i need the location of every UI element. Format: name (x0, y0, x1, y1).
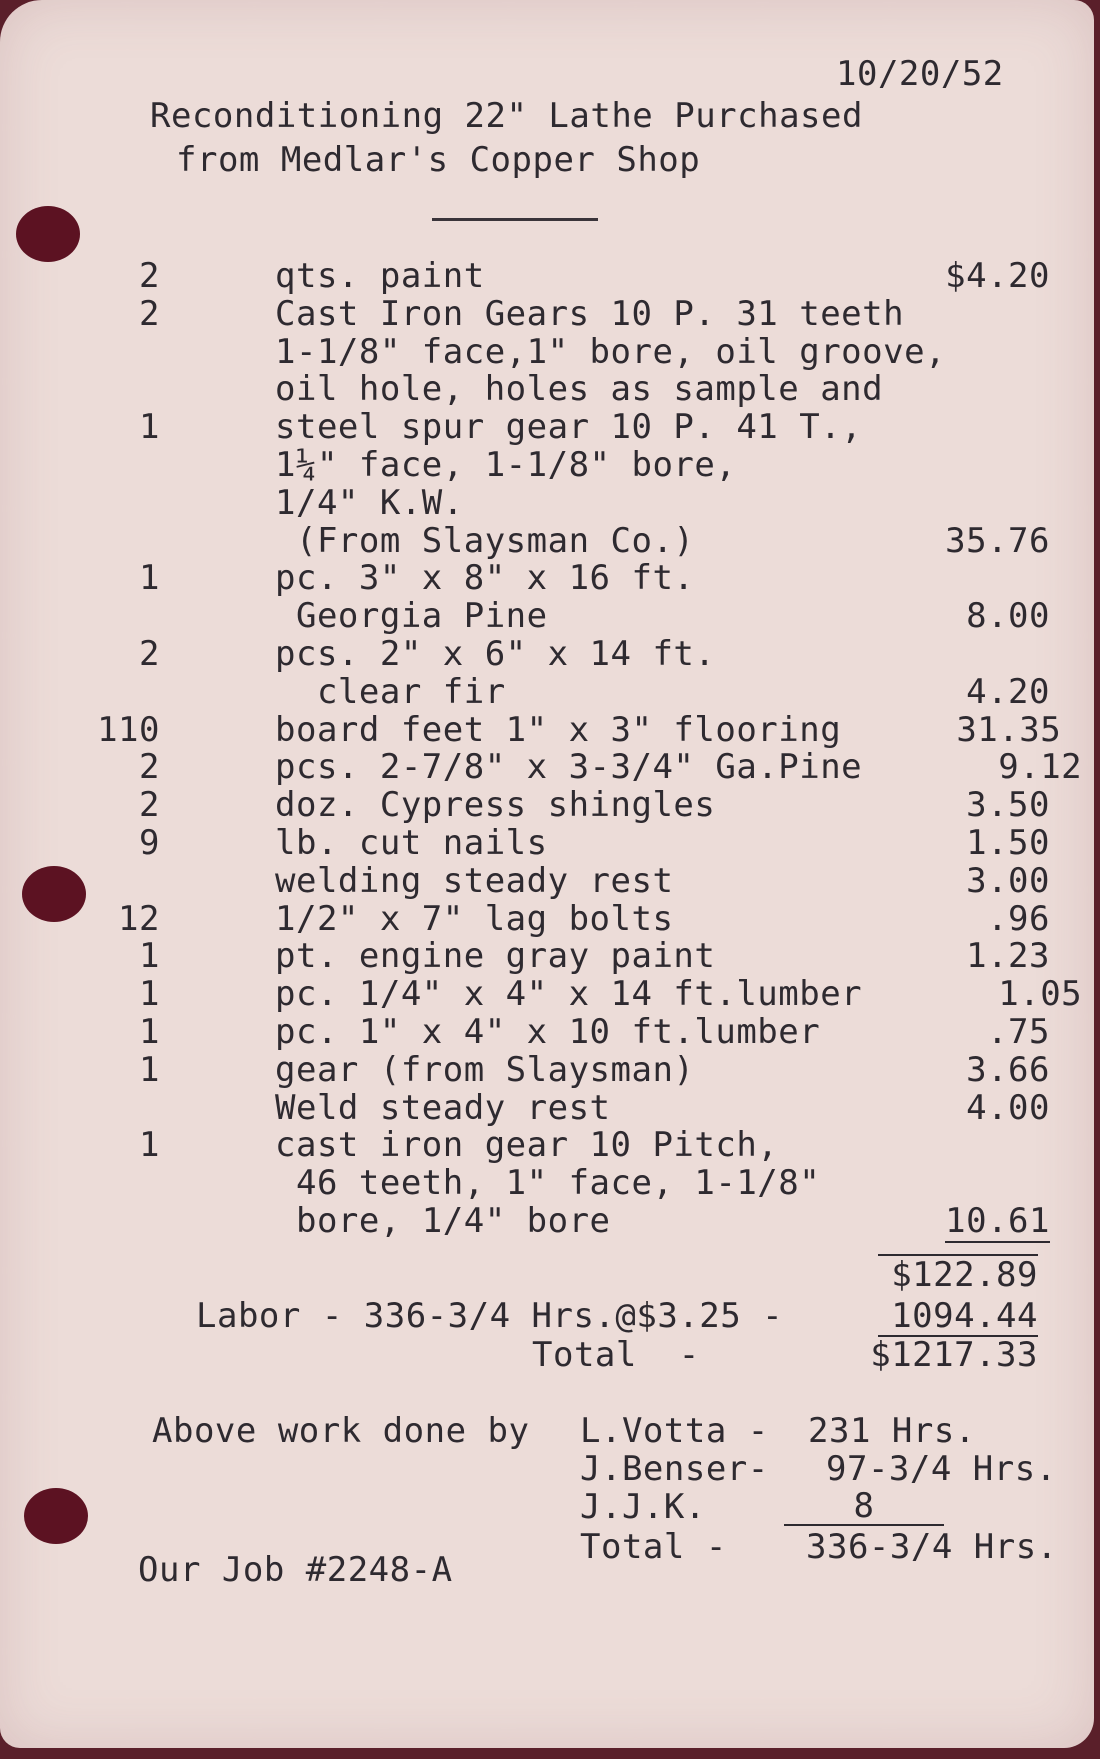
item-qty: 9 (139, 822, 160, 863)
document-date: 10/20/52 (836, 54, 1004, 94)
worker-hours: 97-3/4 Hrs. (826, 1449, 1057, 1489)
item-desc: bore, 1/4" bore (275, 1200, 611, 1241)
item-desc: pc. 3" x 8" x 16 ft. (275, 558, 695, 599)
item-amount: 3.50 (966, 785, 1050, 826)
item-qty: 2 (139, 293, 160, 334)
labor-amount: 1094.44 (878, 1297, 1038, 1337)
item-qty: 12 (118, 898, 160, 939)
item-amount: .75 (987, 1011, 1050, 1052)
item-desc: qts. paint (275, 256, 485, 296)
item-desc: 1/2" x 7" lag bolts (275, 898, 674, 939)
total-label: Total - (532, 1335, 700, 1375)
item-qty: 2 (139, 785, 160, 826)
item-row (60, 1049, 1050, 1090)
item-row (60, 747, 1083, 788)
item-qty: 1 (139, 936, 160, 977)
item-row (60, 822, 1050, 863)
item-row (60, 860, 1050, 901)
item-amount: 1.23 (966, 936, 1050, 977)
item-amount: 1.50 (966, 822, 1050, 863)
item-row (60, 331, 1050, 372)
item-desc: Georgia Pine (275, 596, 548, 637)
labor-label: Labor - 336-3/4 Hrs.@$3.25 - (196, 1296, 784, 1336)
item-row (60, 633, 1050, 674)
item-row (60, 560, 1050, 598)
item-row (60, 1165, 1050, 1203)
item-amount: 8.00 (966, 596, 1050, 637)
workers-total-label: Total - (580, 1527, 727, 1567)
item-row (60, 709, 1062, 750)
item-desc: welding steady rest (275, 860, 674, 901)
last-item-amount: 10.61 (945, 1200, 1050, 1241)
item-amount: .96 (987, 898, 1050, 939)
item-amount (830, 1200, 1050, 1241)
item-amount: 9.12 (998, 747, 1083, 788)
item-row (60, 1127, 1050, 1165)
item-list (60, 256, 1083, 1241)
item-desc: pcs. 2-7/8" x 3-3/4" Ga.Pine (275, 747, 863, 788)
item-row (60, 293, 1050, 334)
item-amount: 31.35 (956, 709, 1062, 750)
worker-hours: 231 Hrs. (808, 1411, 976, 1451)
worker-hours: 8 (784, 1488, 944, 1526)
item-qty: 1 (139, 1049, 160, 1090)
item-row (60, 371, 1050, 409)
item-amount: 4.20 (966, 671, 1050, 712)
item-row (60, 444, 1050, 485)
item-desc: cast iron gear 10 Pitch, (275, 1125, 779, 1166)
item-amount: $4.20 (945, 256, 1050, 296)
item-desc: Cast Iron Gears 10 P. 31 teeth (275, 293, 905, 334)
workers-total-hours: 336-3/4 Hrs. (806, 1527, 1058, 1567)
title-line-1: Reconditioning 22" Lathe Purchased (150, 96, 863, 136)
item-qty: 1 (139, 1011, 160, 1052)
punch-hole-top (16, 206, 80, 262)
item-row (60, 598, 1050, 636)
item-desc: clear fir (275, 671, 506, 712)
item-qty: 2 (139, 747, 160, 788)
title-underline (432, 218, 598, 221)
item-row (60, 1087, 1050, 1128)
item-row (60, 1200, 1050, 1241)
item-row (60, 938, 1050, 976)
item-qty: 2 (139, 256, 160, 296)
item-desc: board feet 1" x 3" flooring (275, 709, 842, 750)
worker-name: J.Benser- (580, 1449, 769, 1489)
item-qty: 110 (97, 709, 160, 750)
subtotal: $122.89 (878, 1254, 1038, 1294)
item-desc: (From Slaysman Co.) (275, 520, 695, 561)
item-row (60, 898, 1050, 939)
item-desc: pcs. 2" x 6" x 14 ft. (275, 633, 716, 674)
item-qty: 1 (139, 1125, 160, 1166)
item-row (60, 1011, 1050, 1052)
item-row (60, 671, 1050, 712)
item-amount: 1.05 (998, 974, 1083, 1015)
item-amount: 3.66 (966, 1049, 1050, 1090)
item-amount: 3.00 (966, 860, 1050, 901)
item-desc: 46 teeth, 1" face, 1-1/8" (275, 1163, 821, 1204)
item-desc: 1¼" face, 1-1/8" bore, (275, 444, 737, 485)
item-row (60, 974, 1083, 1015)
job-number: Our Job #2248-A (138, 1550, 453, 1590)
item-desc: pt. engine gray paint (275, 936, 716, 977)
item-desc: oil hole, holes as sample and (275, 369, 884, 410)
total-amount: $1217.33 (870, 1335, 1038, 1375)
work-intro: Above work done by (152, 1411, 530, 1451)
title-line-2: from Medlar's Copper Shop (176, 140, 701, 180)
item-row (60, 787, 1050, 825)
item-row (60, 409, 1050, 447)
item-desc: doz. Cypress shingles (275, 785, 716, 826)
item-desc: pc. 1/4" x 4" x 14 ft.lumber (275, 974, 863, 1015)
item-row (60, 520, 1050, 561)
item-row (60, 258, 1050, 296)
item-qty: 1 (139, 974, 160, 1015)
item-qty: 1 (139, 558, 160, 599)
item-desc: pc. 1" x 4" x 10 ft.lumber (275, 1011, 821, 1052)
item-desc: 1-1/8" face,1" bore, oil groove, (275, 331, 947, 372)
worker-name: J.J.K. (580, 1487, 706, 1527)
item-qty: 2 (139, 633, 160, 674)
item-amount: 4.00 (966, 1087, 1050, 1128)
item-desc: Weld steady rest (275, 1087, 611, 1128)
worker-name: L.Votta - (580, 1411, 769, 1451)
item-desc: steel spur gear 10 P. 41 T., (275, 407, 863, 448)
item-desc: lb. cut nails (275, 822, 548, 863)
item-desc: gear (from Slaysman) (275, 1049, 695, 1090)
item-desc: 1/4" K.W. (275, 482, 464, 523)
item-qty: 1 (139, 407, 160, 448)
punch-hole-bottom (24, 1488, 88, 1544)
item-amount: 35.76 (945, 520, 1050, 561)
item-row (60, 482, 1050, 523)
